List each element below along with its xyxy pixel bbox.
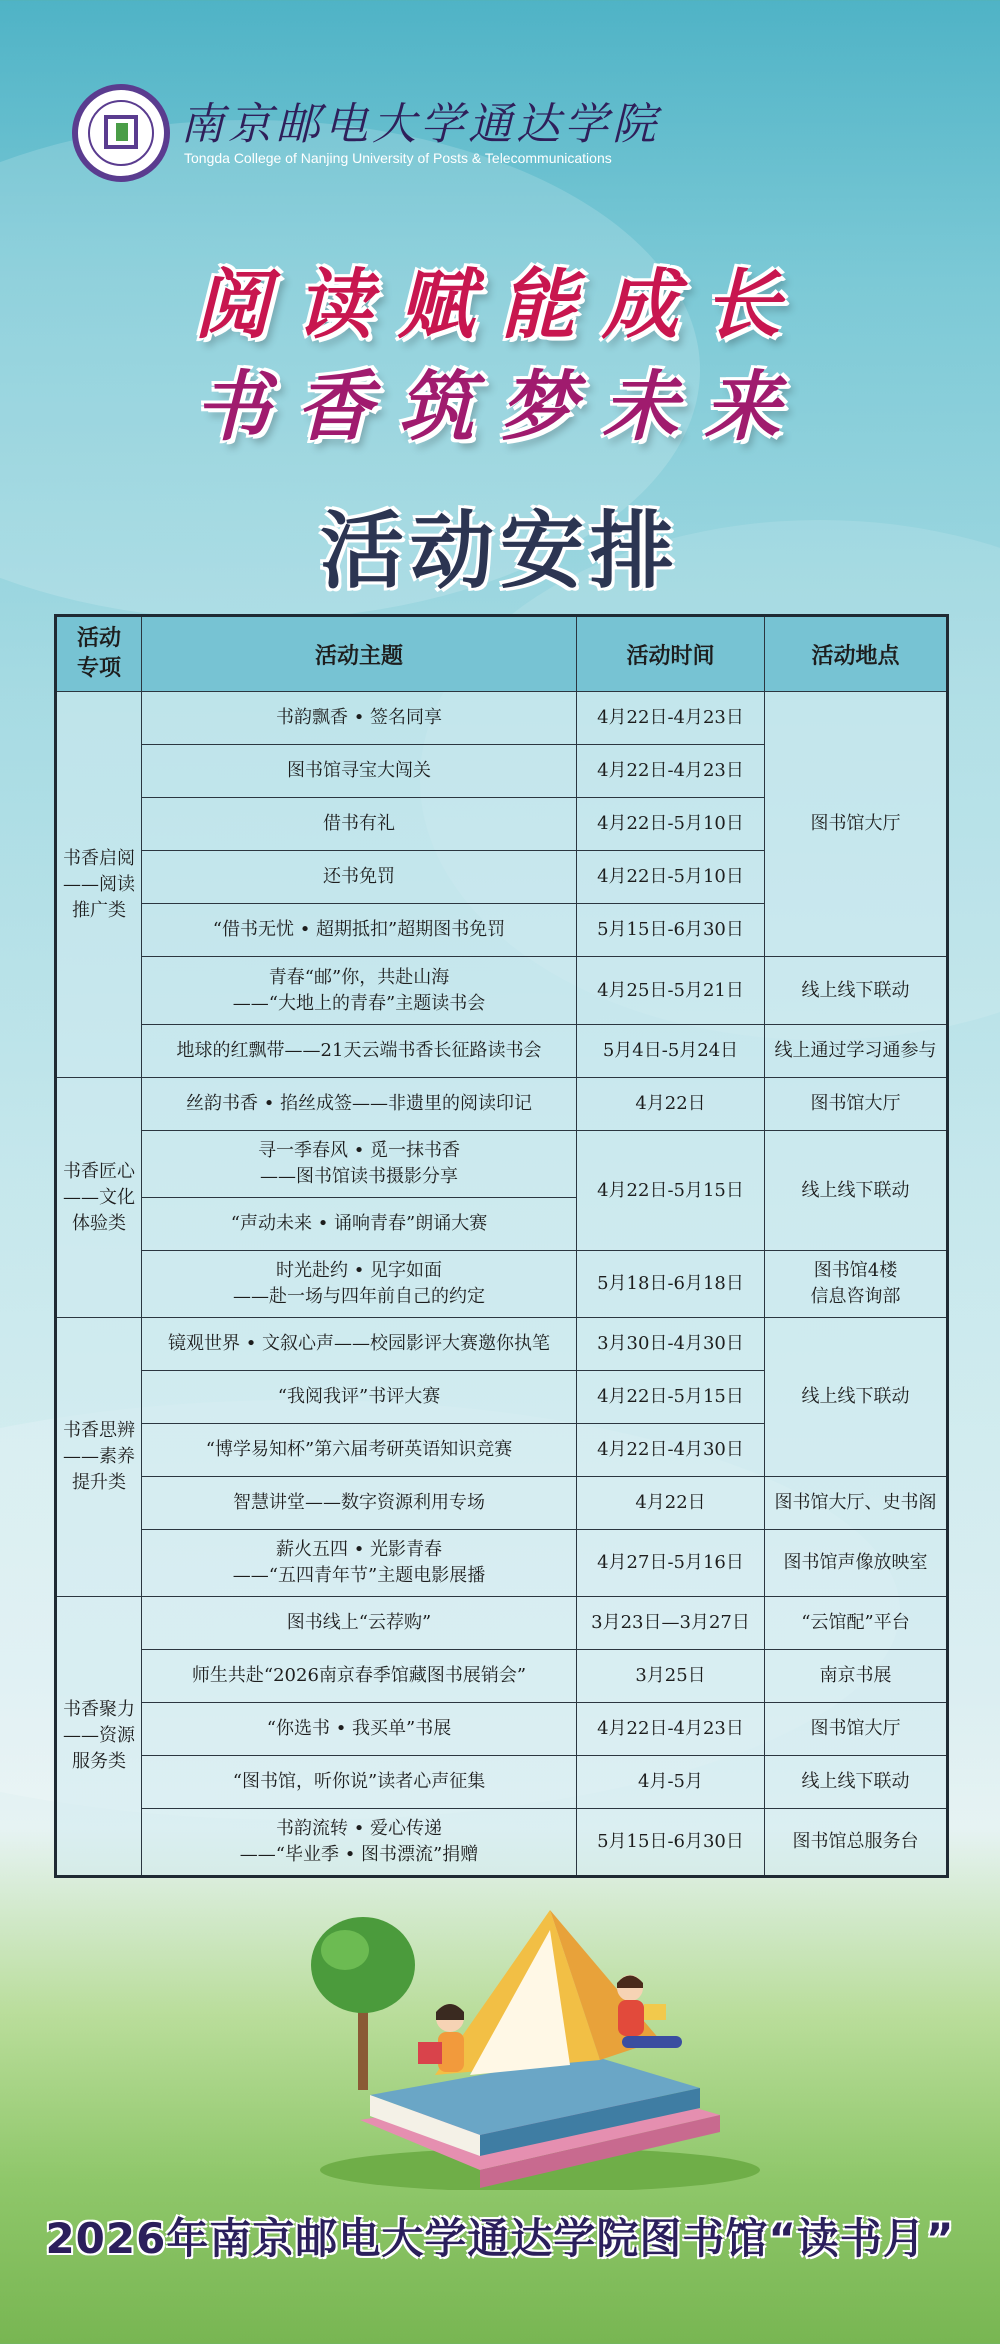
table-row bbox=[56, 1251, 948, 1318]
theme-cell: “博学易知杯”第六届考研英语知识竞赛 bbox=[142, 1424, 577, 1477]
time-cell: 4月22日-5月10日 bbox=[577, 798, 765, 851]
time-cell: 5月4日-5月24日 bbox=[577, 1025, 765, 1078]
theme-cell: “你选书 • 我买单”书展 bbox=[142, 1703, 577, 1756]
school-header bbox=[72, 84, 660, 184]
place-cell: 图书馆声像放映室 bbox=[765, 1530, 948, 1597]
table-row bbox=[56, 1025, 948, 1078]
time-cell: 4月22日 bbox=[577, 1477, 765, 1530]
time-cell: 3月25日 bbox=[577, 1650, 765, 1703]
reading-child-icon bbox=[617, 1975, 682, 2048]
page-title: 活动安排 bbox=[319, 502, 680, 600]
category-cell: 书香思辨 ——素养 提升类 bbox=[56, 1318, 142, 1597]
table-row bbox=[56, 1318, 948, 1371]
theme-cell: 书韵飘香 • 签名同享 bbox=[142, 692, 577, 745]
time-cell: 4月27日-5月16日 bbox=[577, 1530, 765, 1597]
time-cell: 3月30日-4月30日 bbox=[577, 1318, 765, 1371]
place-cell: 线上线下联动 bbox=[765, 1318, 948, 1477]
header-theme: 活动主题 bbox=[142, 616, 577, 692]
table-row bbox=[56, 1597, 948, 1650]
place-cell: 图书馆总服务台 bbox=[765, 1809, 948, 1877]
table-row bbox=[56, 957, 948, 1025]
tree-icon bbox=[311, 1917, 415, 2090]
table-row bbox=[56, 1078, 948, 1131]
reading-illustration bbox=[300, 1870, 780, 2190]
header-category: 活动 专项 bbox=[56, 616, 142, 692]
time-cell: 4月22日 bbox=[577, 1078, 765, 1131]
theme-cell: “借书无忧 • 超期抵扣”超期图书免罚 bbox=[142, 904, 577, 957]
time-cell: 4月22日-5月10日 bbox=[577, 851, 765, 904]
place-cell: 南京书展 bbox=[765, 1650, 948, 1703]
time-cell: 4月22日-4月23日 bbox=[577, 692, 765, 745]
reading-child-icon bbox=[418, 2004, 464, 2072]
slogan-line-1: 阅读赋能成长 bbox=[194, 260, 806, 349]
theme-cell: 图书馆寻宝大闯关 bbox=[142, 745, 577, 798]
theme-cell: 图书线上“云荐购” bbox=[142, 1597, 577, 1650]
time-cell: 4月25日-5月21日 bbox=[577, 957, 765, 1025]
table-header-row bbox=[56, 616, 948, 692]
place-cell: 图书馆大厅、史书阁 bbox=[765, 1477, 948, 1530]
table-row bbox=[56, 1131, 948, 1198]
theme-cell: 镜观世界 • 文叙心声——校园影评大赛邀你执笔 bbox=[142, 1318, 577, 1371]
header-time: 活动时间 bbox=[577, 616, 765, 692]
footer-title: 2026年南京邮电大学通达学院图书馆“读书月” bbox=[45, 2214, 955, 2263]
place-cell: 线上线下联动 bbox=[765, 1756, 948, 1809]
place-cell: 图书馆大厅 bbox=[765, 692, 948, 957]
time-cell: 5月15日-6月30日 bbox=[577, 904, 765, 957]
time-cell: 4月22日-4月30日 bbox=[577, 1424, 765, 1477]
theme-cell: “我阅我评”书评大赛 bbox=[142, 1371, 577, 1424]
table-row bbox=[56, 1530, 948, 1597]
time-cell: 5月18日-6月18日 bbox=[577, 1251, 765, 1318]
place-cell: “云馆配”平台 bbox=[765, 1597, 948, 1650]
place-cell: 线上通过学习通参与 bbox=[765, 1025, 948, 1078]
theme-cell: 借书有礼 bbox=[142, 798, 577, 851]
theme-cell: 师生共赴“2026南京春季馆藏图书展销会” bbox=[142, 1650, 577, 1703]
place-cell: 图书馆大厅 bbox=[765, 1078, 948, 1131]
table-row bbox=[56, 1477, 948, 1530]
category-cell: 书香匠心 ——文化 体验类 bbox=[56, 1078, 142, 1318]
theme-cell: 书韵流转 • 爱心传递 ——“毕业季 • 图书漂流”捐赠 bbox=[142, 1809, 577, 1877]
schedule-table bbox=[54, 614, 949, 1878]
time-cell: 5月15日-6月30日 bbox=[577, 1809, 765, 1877]
theme-cell: “声动未来 • 诵响青春”朗诵大赛 bbox=[142, 1198, 577, 1251]
theme-cell: 地球的红飘带——21天云端书香长征路读书会 bbox=[142, 1025, 577, 1078]
school-logo-icon bbox=[72, 84, 170, 182]
time-cell: 4月-5月 bbox=[577, 1756, 765, 1809]
time-cell: 4月22日-5月15日 bbox=[577, 1131, 765, 1251]
theme-cell: “图书馆，听你说”读者心声征集 bbox=[142, 1756, 577, 1809]
theme-cell: 青春“邮”你，共赴山海 ——“大地上的青春”主题读书会 bbox=[142, 957, 577, 1025]
theme-cell: 还书免罚 bbox=[142, 851, 577, 904]
slogan-line-2: 书香筑梦未来 bbox=[194, 362, 806, 451]
time-cell: 4月22日-4月23日 bbox=[577, 1703, 765, 1756]
table-row bbox=[56, 692, 948, 745]
time-cell: 3月23日—3月27日 bbox=[577, 1597, 765, 1650]
place-cell: 线上线下联动 bbox=[765, 957, 948, 1025]
school-name-en: Tongda College of Nanjing University of Posts & Telecommunications bbox=[184, 150, 612, 166]
header-place: 活动地点 bbox=[765, 616, 948, 692]
category-cell: 书香聚力 ——资源 服务类 bbox=[56, 1597, 142, 1877]
table-row bbox=[56, 1809, 948, 1877]
category-cell: 书香启阅 ——阅读 推广类 bbox=[56, 692, 142, 1078]
table-row bbox=[56, 1703, 948, 1756]
theme-cell: 薪火五四 • 光影青春 ——“五四青年节”主题电影展播 bbox=[142, 1530, 577, 1597]
time-cell: 4月22日-4月23日 bbox=[577, 745, 765, 798]
table-row bbox=[56, 1756, 948, 1809]
theme-cell: 丝韵书香 • 掐丝成签——非遗里的阅读印记 bbox=[142, 1078, 577, 1131]
theme-cell: 智慧讲堂——数字资源利用专场 bbox=[142, 1477, 577, 1530]
place-cell: 线上线下联动 bbox=[765, 1131, 948, 1251]
place-cell: 图书馆大厅 bbox=[765, 1703, 948, 1756]
place-cell: 图书馆4楼 信息咨询部 bbox=[765, 1251, 948, 1318]
theme-cell: 寻一季春风 • 觅一抹书香 ——图书馆读书摄影分享 bbox=[142, 1131, 577, 1198]
table-row bbox=[56, 1650, 948, 1703]
time-cell: 4月22日-5月15日 bbox=[577, 1371, 765, 1424]
theme-cell: 时光赴约 • 见字如面 ——赴一场与四年前自己的约定 bbox=[142, 1251, 577, 1318]
school-name-cn: 南京邮电大学通达学院 bbox=[180, 99, 660, 150]
